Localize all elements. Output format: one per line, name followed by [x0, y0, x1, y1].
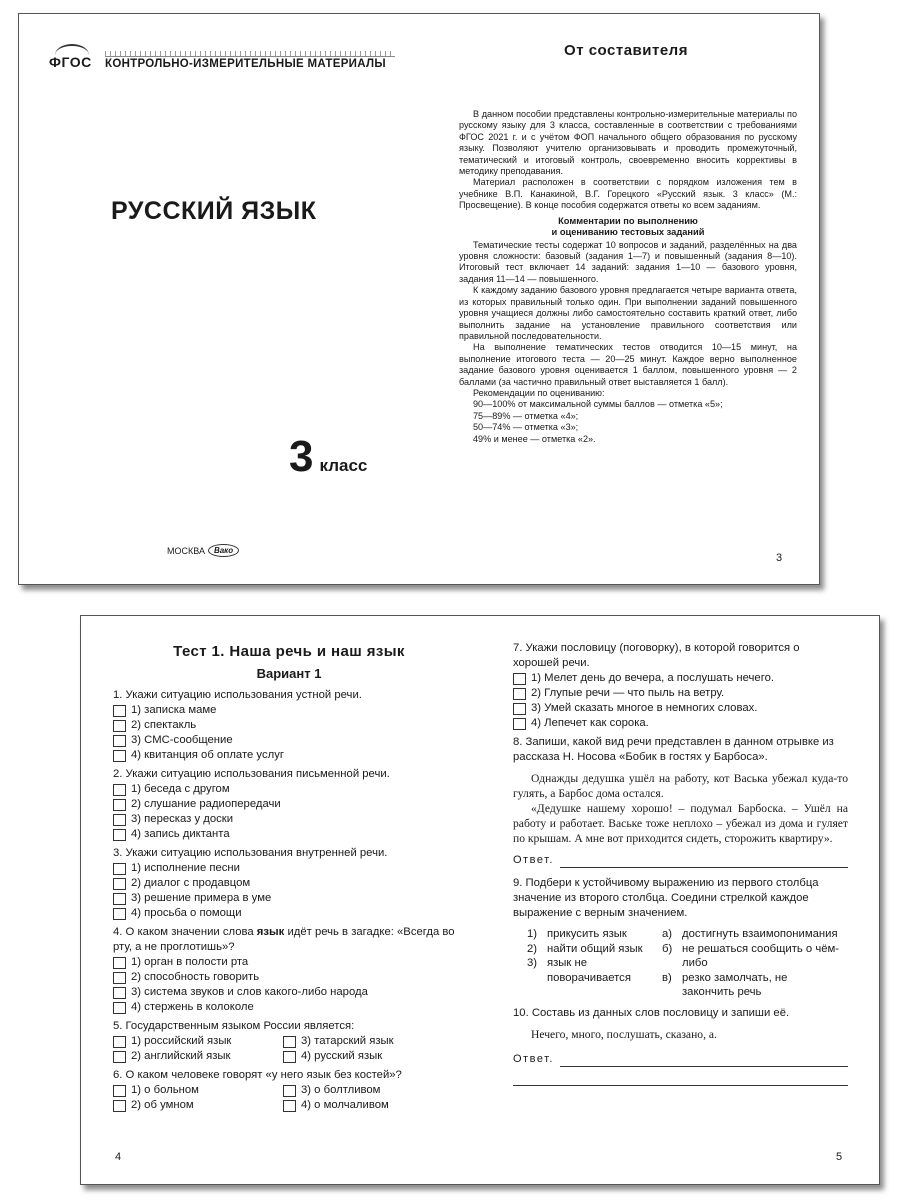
series-header	[45, 44, 400, 78]
answer-option[interactable]: 2) слушание радиопередачи	[113, 797, 465, 812]
answer-option[interactable]: 3) татарский язык	[283, 1034, 453, 1049]
answer-option[interactable]: 4) стержень в колоколе	[113, 1000, 465, 1015]
question-3	[113, 846, 465, 921]
publisher-city: МОСКВА	[167, 545, 205, 556]
answer-label: Ответ.	[513, 1052, 554, 1065]
checkbox[interactable]	[113, 987, 126, 999]
checkbox[interactable]	[283, 1036, 296, 1048]
decorative-ruler	[105, 48, 395, 57]
series-title: КОНТРОЛЬНО-ИЗМЕРИТЕЛЬНЫЕ МАТЕРИАЛЫ	[105, 58, 386, 70]
rec-item: 75—89% — отметка «4»;	[473, 410, 579, 421]
foreword-subheading: Комментарии по выполнению и оцениванию тестовых заданий	[551, 215, 705, 237]
answer-option[interactable]: 3) пересказ у доски	[113, 812, 465, 827]
answer-option[interactable]: 2) английский язык	[113, 1049, 283, 1064]
question-text: 9. Подбери к устойчивому выражению из первого столбца значение из второго столбца. Соедини стрелкой каждое выражение с верным значением.	[513, 877, 819, 919]
answer-option[interactable]: 1) орган в полости рта	[113, 955, 465, 970]
page-number: 3	[776, 552, 783, 564]
answer-option[interactable]: 4) квитанция об оплате услуг	[113, 748, 465, 763]
rec-item: 90—100% от максимальной суммы баллов — отметка «5»;	[473, 399, 723, 410]
matching-columns	[527, 927, 848, 1000]
match-left-item[interactable]: 3) язык не поворачивается	[527, 957, 631, 984]
match-right-item[interactable]: в) резко замолчать, не закончить речь	[662, 971, 788, 998]
variant-title: Вариант 1	[256, 666, 322, 681]
checkbox[interactable]	[513, 673, 526, 685]
excerpt-paragraph: Однажды дедушка ушёл на работу, кот Васька убежал куда-то гулять, а Барбос дома остался.	[513, 772, 848, 800]
question-text: 7. Укажи пословицу (поговорку), в которой говорится о хорошей речи.	[513, 642, 800, 669]
answer-option[interactable]: 2) спектакль	[113, 718, 465, 733]
foreword-title: От составителя	[564, 42, 688, 59]
checkbox[interactable]	[113, 893, 126, 905]
checkbox[interactable]	[513, 703, 526, 715]
foreword-paragraph: К каждому заданию базового уровня предлагается четыре варианта ответа, из которых правильный только один. При выполнении заданий повышенного уровня учащиеся должны либо самостоятельно составить краткий ответ, либо выполнить задание на установление правильного соответствия или правильной последовательности.	[459, 285, 797, 341]
checkbox[interactable]	[113, 972, 126, 984]
answer-option[interactable]: 4) запись диктанта	[113, 827, 465, 842]
checkbox[interactable]	[113, 1100, 126, 1112]
checkbox[interactable]	[283, 1100, 296, 1112]
match-left-item[interactable]: 2) найти общий язык	[527, 942, 643, 955]
question-text: 2. Укажи ситуацию использования письменной речи.	[113, 768, 390, 780]
test-title: Тест 1. Наша речь и наш язык	[173, 643, 405, 660]
answer-option[interactable]: 2) об умном	[113, 1098, 283, 1113]
publisher	[167, 544, 239, 557]
checkbox[interactable]	[113, 1085, 126, 1097]
left-page	[113, 616, 465, 1117]
question-text: 3. Укажи ситуацию использования внутренней речи.	[113, 847, 388, 859]
question-text: 6. О каком человеке говорят «у него язык без костей»?	[113, 1069, 402, 1081]
checkbox[interactable]	[113, 908, 126, 920]
answer-option[interactable]: 4) Лепечет как сорока.	[513, 716, 848, 731]
question-text: 1. Укажи ситуацию использования устной речи.	[113, 689, 362, 701]
answer-option[interactable]: 1) Мелет день до вечера, а послушать нечего.	[513, 671, 848, 686]
match-right-item[interactable]: а) достигнуть взаимопонимания	[662, 928, 838, 940]
answer-field-line[interactable]	[513, 1073, 848, 1086]
foreword-body	[459, 109, 797, 445]
grade-number: 3	[289, 432, 314, 481]
foreword-paragraph: Тематические тесты содержат 10 вопросов и заданий, разделённых на два уровня сложности: базовый (задания 1—7) и повышенный (задания 8—10). Итоговый тест включает 14 заданий: задания 1—10 — базового уровня, задания 11—14 — повышенного.	[459, 239, 797, 284]
publisher-logo: Вако	[208, 544, 239, 557]
question-7	[513, 641, 848, 731]
question-text: 10. Составь из данных слов пословицу и запиши её.	[513, 1006, 790, 1019]
foreword-paragraph: В данном пособии представлены контрольно-измерительные материалы по русскому языку для 3 класса, составленные в соответствии с требованиями ФГОС 2021 г. и с учётом ФОП начального общего образования по русскому языку. Позволяют учителю организовывать и проводить промежуточный, тематический и итоговый контроль, своевременно вносить коррективы в методику преподавания.	[459, 109, 797, 177]
question-4	[113, 925, 465, 1015]
answer-label: Ответ.	[513, 854, 554, 866]
match-left-item[interactable]: 1) прикусить язык	[527, 928, 627, 940]
checkbox[interactable]	[113, 720, 126, 732]
answer-field[interactable]	[513, 853, 848, 868]
question-text: 4. О каком значении слова язык идёт речь в загадке: «Всегда во рту, а не проглотишь»?	[113, 926, 455, 953]
answer-option[interactable]: 1) о больном	[113, 1083, 283, 1098]
question-8	[513, 735, 848, 868]
foreword-paragraph: На выполнение тематических тестов отводится 10—15 минут, на выполнение итогового теста — 20—25 минут. Каждое верно выполненное задание базового уровня оценивается 1 баллом, повышенного уровня — 2 баллами (за частично правильный ответ выставляется 1 балл).	[459, 342, 797, 387]
word-set: Нечего, много, послушать, сказано, а.	[531, 1027, 717, 1041]
question-2	[113, 767, 465, 842]
question-9	[513, 876, 848, 1000]
answer-option[interactable]: 3) Умей сказать многое в немногих словах.	[513, 701, 848, 716]
checkbox[interactable]	[113, 735, 126, 747]
question-1	[113, 688, 465, 763]
answer-option[interactable]: 4) русский язык	[283, 1049, 453, 1064]
foreword-page	[451, 14, 801, 584]
test-spread	[80, 615, 880, 1185]
checkbox[interactable]	[113, 863, 126, 875]
checkbox[interactable]	[113, 814, 126, 826]
cover-spread	[18, 13, 820, 585]
checkbox[interactable]	[113, 1002, 126, 1014]
rec-item: 50—74% — отметка «3»;	[473, 422, 579, 433]
rec-item: 49% и менее — отметка «2».	[473, 433, 596, 444]
answer-option[interactable]: 2) способность говорить	[113, 970, 465, 985]
checkbox[interactable]	[113, 799, 126, 811]
answer-option[interactable]: 1) российский язык	[113, 1034, 283, 1049]
checkbox[interactable]	[113, 784, 126, 796]
grade-word: класс	[319, 456, 368, 475]
checkbox[interactable]	[113, 705, 126, 717]
answer-option[interactable]: 3) система звуков и слов какого-либо народа	[113, 985, 465, 1000]
checkbox[interactable]	[513, 718, 526, 730]
checkbox[interactable]	[283, 1051, 296, 1063]
subject-title: РУССКИЙ ЯЗЫК	[111, 197, 317, 225]
page-number-right: 5	[836, 1151, 843, 1163]
answer-option[interactable]: 1) исполнение песни	[113, 861, 465, 876]
answer-option[interactable]: 4) просьба о помощи	[113, 906, 465, 921]
foreword-paragraph: Материал расположен в соответствии с порядком изложения тем в учебнике В.П. Канакиной, В.Г. Горецкого «Русский язык. 3 класс» (М.: Просвещение). В конце пособия содержатся ответы ко всем заданиям.	[459, 177, 797, 211]
checkbox[interactable]	[513, 688, 526, 700]
answer-option[interactable]: 3) решение примера в уме	[113, 891, 465, 906]
page-number-left: 4	[115, 1151, 122, 1163]
right-page	[513, 616, 848, 1090]
question-10	[513, 1006, 848, 1086]
question-text: 8. Запиши, какой вид речи представлен в данном отрывке из рассказа Н. Носова «Бобик в гостях у Барбоса».	[513, 736, 834, 763]
answer-option[interactable]: 1) записка маме	[113, 703, 465, 718]
answer-option[interactable]: 3) СМС-сообщение	[113, 733, 465, 748]
excerpt-paragraph: «Дедушке нашему хорошо! – подумал Барбоска. – Ушёл на работу и работает. Ваське тоже неплохо – убежал из дома и гуляет по крышам. А мне вот приходится сидеть, сторожить квартиру».	[513, 802, 848, 845]
checkbox[interactable]	[113, 878, 126, 890]
fgos-logo: ФГОС	[49, 44, 95, 76]
answer-field[interactable]	[513, 1052, 848, 1067]
question-text: 5. Государственным языком России является:	[113, 1020, 355, 1032]
checkbox[interactable]	[113, 957, 126, 969]
checkbox[interactable]	[113, 829, 126, 841]
match-right-item[interactable]: б) не решаться сообщить о чём-либо	[662, 942, 840, 969]
rec-title: Рекомендации по оцениванию:	[473, 387, 605, 398]
answer-option[interactable]: 1) беседа с другом	[113, 782, 465, 797]
grade-label	[289, 432, 367, 482]
question-6	[113, 1068, 465, 1113]
checkbox[interactable]	[113, 1036, 126, 1048]
answer-option[interactable]: 4) о молчаливом	[283, 1098, 453, 1113]
checkbox[interactable]	[113, 750, 126, 762]
question-5	[113, 1019, 465, 1064]
checkbox[interactable]	[113, 1051, 126, 1063]
answer-option[interactable]: 2) Глупые речи — что пыль на ветру.	[513, 686, 848, 701]
answer-option[interactable]: 2) диалог с продавцом	[113, 876, 465, 891]
checkbox[interactable]	[283, 1085, 296, 1097]
answer-option[interactable]: 3) о болтливом	[283, 1083, 453, 1098]
